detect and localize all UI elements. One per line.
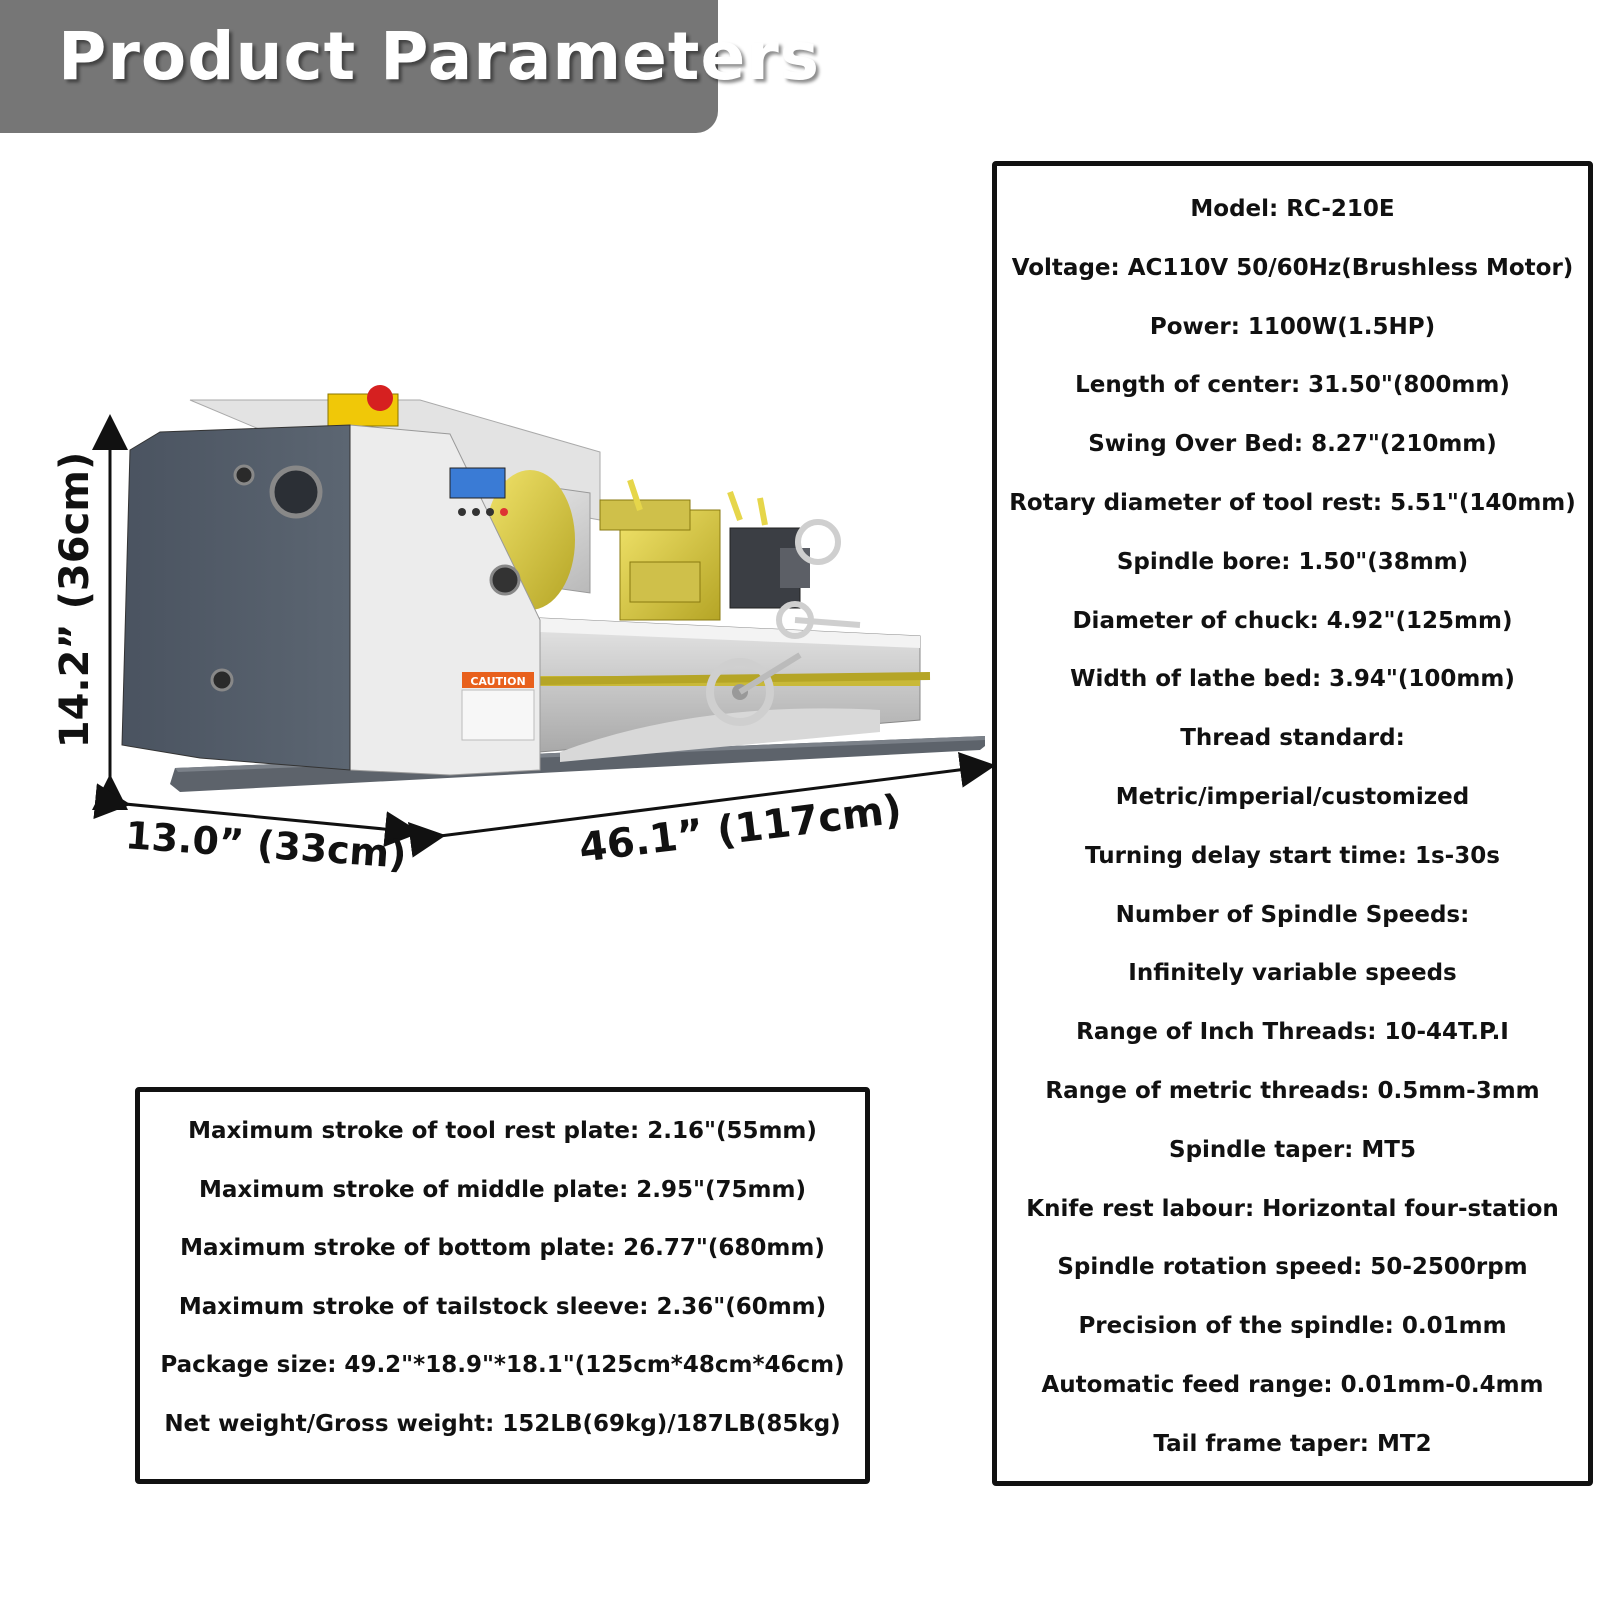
spec-line: Tail frame taper: MT2 (1153, 1430, 1432, 1457)
spec-line: Automatic feed range: 0.01mm-0.4mm (1041, 1372, 1544, 1398)
spec-line: Diameter of chuck: 4.92"(125mm) (1072, 607, 1513, 634)
spec-line: Maximum stroke of tailstock sleeve: 2.36"(60mm) (178, 1293, 827, 1320)
spec-line: Spindle taper: MT5 (1169, 1136, 1416, 1163)
caution-text: CAUTION (470, 675, 526, 688)
spec-line: Knife rest labour: Horizontal four-station (1026, 1195, 1559, 1222)
spindle-bore-port (272, 468, 320, 516)
lead-screw (540, 676, 930, 681)
main-spec-panel (992, 161, 1593, 1486)
spec-line: Spindle rotation speed: 50-2500rpm (1057, 1254, 1528, 1281)
spec-line: Maximum stroke of tool rest plate: 2.16"(55mm) (188, 1118, 817, 1144)
spec-line: Turning delay start time: 1s-30s (1085, 842, 1500, 869)
spec-line: Rotary diameter of tool rest: 5.51"(140mm) (1009, 490, 1576, 516)
page-title: Product Parameters (58, 18, 821, 95)
spec-line: Maximum stroke of middle plate: 2.95"(75mm) (199, 1176, 806, 1203)
spec-line: Thread standard: (1180, 725, 1405, 752)
spec-line: Number of Spindle Speeds: (1115, 901, 1470, 928)
spec-line: Infinitely variable speeds (1128, 960, 1457, 987)
spec-line: Precision of the spindle: 0.01mm (1078, 1313, 1507, 1340)
tailstock-handwheel (798, 522, 838, 562)
spec-line: Spindle bore: 1.50"(38mm) (1116, 548, 1469, 575)
length-dimension-label: 46.1” (117cm) (576, 786, 905, 872)
spec-line: Maximum stroke of bottom plate: 26.77"(680mm) (180, 1235, 825, 1262)
stroke-spec-panel (135, 1087, 870, 1484)
spec-line: Power: 1100W(1.5HP) (1149, 313, 1436, 340)
spec-line: Range of metric threads: 0.5mm-3mm (1045, 1078, 1540, 1104)
header-banner (0, 0, 821, 133)
spec-line: Model: RC-210E (1190, 196, 1395, 222)
spec-line: Package size: 49.2"*18.9"*18.1"(125cm*48cm*46cm) (160, 1352, 845, 1379)
spec-line: Length of center: 31.50"(800mm) (1075, 372, 1510, 399)
height-dimension-label: 14.2” (36cm) (52, 451, 98, 749)
spec-line: Voltage: AC110V 50/60Hz(Brushless Motor) (1011, 254, 1574, 281)
spec-line: Metric/imperial/customized (1115, 784, 1470, 810)
spec-line: Net weight/Gross weight: 152LB(69kg)/187LB(85kg) (164, 1411, 841, 1437)
spec-line: Width of lathe bed: 3.94"(100mm) (1070, 666, 1515, 693)
spec-line: Swing Over Bed: 8.27"(210mm) (1088, 431, 1497, 458)
spec-line: Range of Inch Threads: 10-44T.P.I (1076, 1019, 1509, 1046)
width-dimension-label: 13.0” (33cm) (123, 813, 408, 877)
lathe-illustration (0, 380, 1000, 920)
